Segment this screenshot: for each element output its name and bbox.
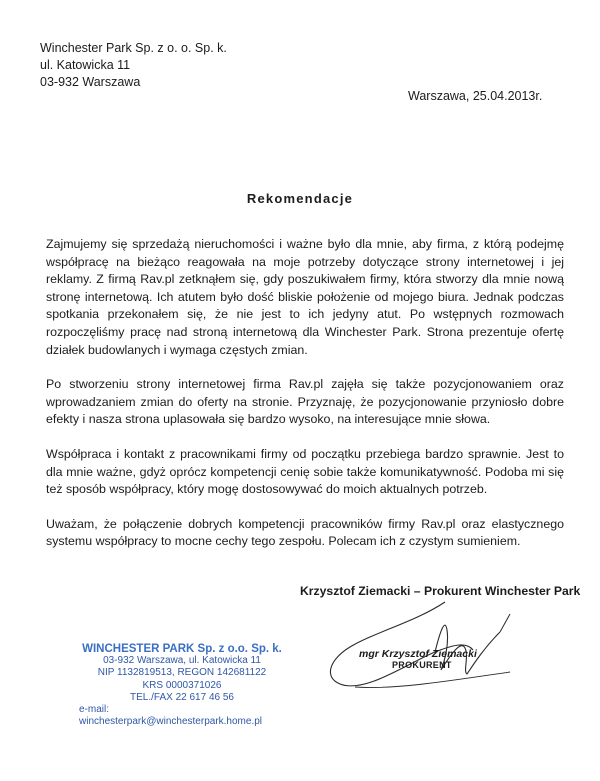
paragraph-4: Uważam, że połączenie dobrych kompetencji pracowników firmy Rav.pl oraz elastycznego systemu współpracy to mocne cechy tego zespołu. Polecam ich z czystym sumieniem. <box>46 516 564 549</box>
letter-date: Warszawa, 25.04.2013r. <box>408 89 543 103</box>
letter-title: Rekomendacje <box>246 191 354 206</box>
personal-stamp-name: mgr Krzysztof Ziemacki <box>359 648 477 660</box>
paragraph-2: Po stworzeniu strony internetowej firma Rav.pl zajęła się także pozycjonowaniem oraz wprowadzaniem zmian do oferty na stronie. Przyznaję, że pozycjonowanie przyniosło dobre efekty i nasza strona uplasowała się bardzo wysoko, na interesujące mnie słowa. <box>46 377 564 427</box>
company-stamp-ids: NIP 1132819513, REGON 142681122 <box>97 667 267 679</box>
company-stamp-name: WINCHESTER PARK Sp. z o.o. Sp. k. <box>82 643 282 655</box>
company-stamp <box>79 643 282 728</box>
personal-stamp-role: PROKURENT <box>392 660 452 670</box>
sender-address <box>40 40 227 91</box>
handwritten-signature <box>295 592 525 702</box>
paragraph-3: Współpraca i kontakt z pracownikami firmy od początku przebiega bardzo sprawnie. Jest to dla mnie ważne, gdyż oprócz kompetencji cenię sobie także komunikatywność. Podoba mi się też sposób współpracy, który mogę dostosowywać do moich aktualnych potrzeb. <box>46 446 564 497</box>
sender-company: Winchester Park Sp. z o. o. Sp. k. <box>40 41 227 55</box>
company-stamp-krs: KRS 0000371026 <box>142 679 222 691</box>
paragraph-1: Zajmujemy się sprzedażą nieruchomości i ważne było dla mnie, aby firma, z którą podejmę współpracę na bieżąco reagowała na moje potrzeby dotyczące strony internetowej i jej reklamy. Z firmą Rav.pl zetknąłem się, gdy poszukiwałem firmy, która stworzy dla mnie nową stronę internetową. Ich atutem było dość bliskie położenie od mojego biura. Jednak podczas spotkania przekonałem się, że nie jest to ich jedyny atut. Po wstępnych rozmowach rozpoczęliśmy pracę nad stroną internetową dla Winchester Park. Strona prezentuje ofertę działek budowlanych i wymaga częstych zmian. <box>46 237 564 357</box>
company-stamp-address: 03-932 Warszawa, ul. Katowicka 11 <box>103 655 261 667</box>
company-stamp-phone: TEL./FAX 22 617 46 56 <box>130 691 234 703</box>
company-stamp-email: e-mail: winchesterpark@winchesterpark.home.pl <box>79 704 263 728</box>
sender-city: 03-932 Warszawa <box>40 75 141 89</box>
letter-body <box>46 236 564 568</box>
sender-street: ul. Katowicka 11 <box>40 58 131 72</box>
signer-name: Krzysztof Ziemacki – Prokurent Winchester Park <box>300 584 581 598</box>
